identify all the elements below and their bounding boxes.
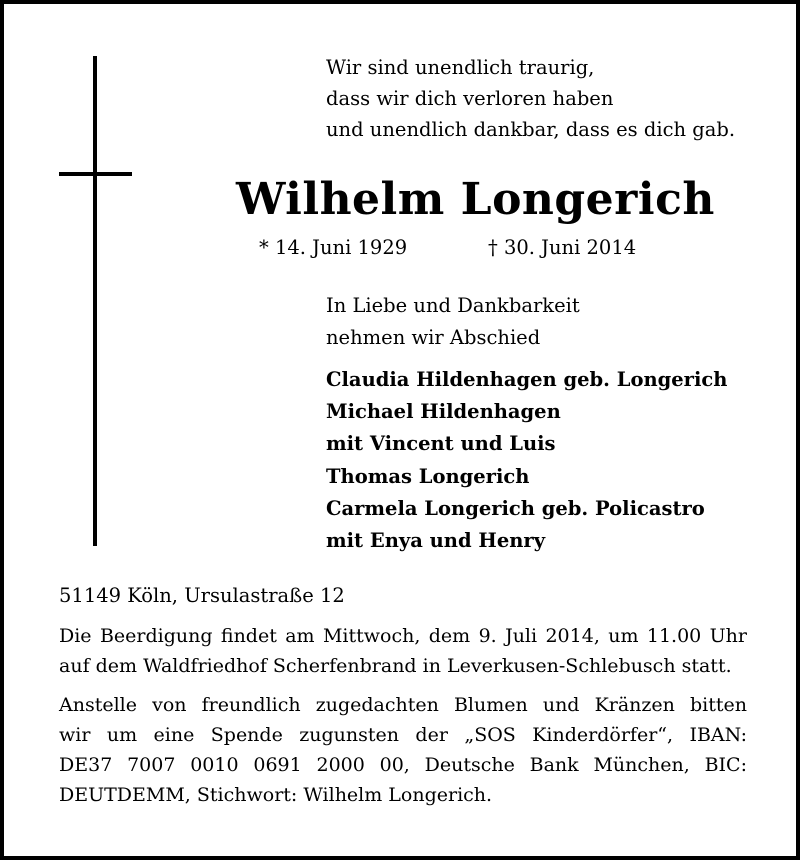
family-address: 51149 Köln, Ursulastraße 12 [59,584,345,607]
donation-request [59,690,747,810]
funeral-line: auf dem Waldfriedhof Scherfenbrand in Leverkusen-Schlebusch statt. [59,655,732,677]
donation-line: Anstelle von freundlich zugedachten Blumen und Kränzen bitten [59,694,747,716]
donation-line: DEUTDEMM, Stichwort: Wilhelm Longerich. [59,784,493,806]
funeral-details [59,621,747,681]
farewell-intro [326,290,580,354]
cross-icon-horizontal-bar [59,172,132,176]
farewell-line: nehmen wir Abschied [326,326,541,349]
donation-line: wir um eine Spende zugunsten der „SOS Kinderdörfer“, IBAN: [59,724,747,746]
death-date: † 30. Juni 2014 [488,236,637,259]
mourners-list [326,364,727,557]
mourner-name: mit Enya und Henry [326,528,546,552]
donation-line: DE37 7007 0010 0691 2000 00, Deutsche Bank München, BIC: [59,754,747,776]
mourner-name: Carmela Longerich geb. Policastro [326,496,705,520]
poem-line: dass wir dich verloren haben [326,87,614,110]
mourner-name: Thomas Longerich [326,464,530,488]
cross-icon-vertical-bar [93,56,97,546]
memorial-poem [326,52,735,145]
mourner-name: Claudia Hildenhagen geb. Longerich [326,368,728,391]
mourner-name: Michael Hildenhagen [326,400,561,424]
deceased-name: Wilhelm Longerich [236,174,715,225]
funeral-line: Die Beerdigung findet am Mittwoch, dem 9. Juli 2014, um 11.00 Uhr [59,625,747,647]
birth-date: * 14. Juni 1929 [259,236,408,259]
poem-line: und unendlich dankbar, dass es dich gab. [326,118,736,141]
mourner-name: mit Vincent und Luis [326,432,556,456]
poem-line: Wir sind unendlich traurig, [326,56,595,79]
farewell-line: In Liebe und Dankbarkeit [326,294,580,317]
